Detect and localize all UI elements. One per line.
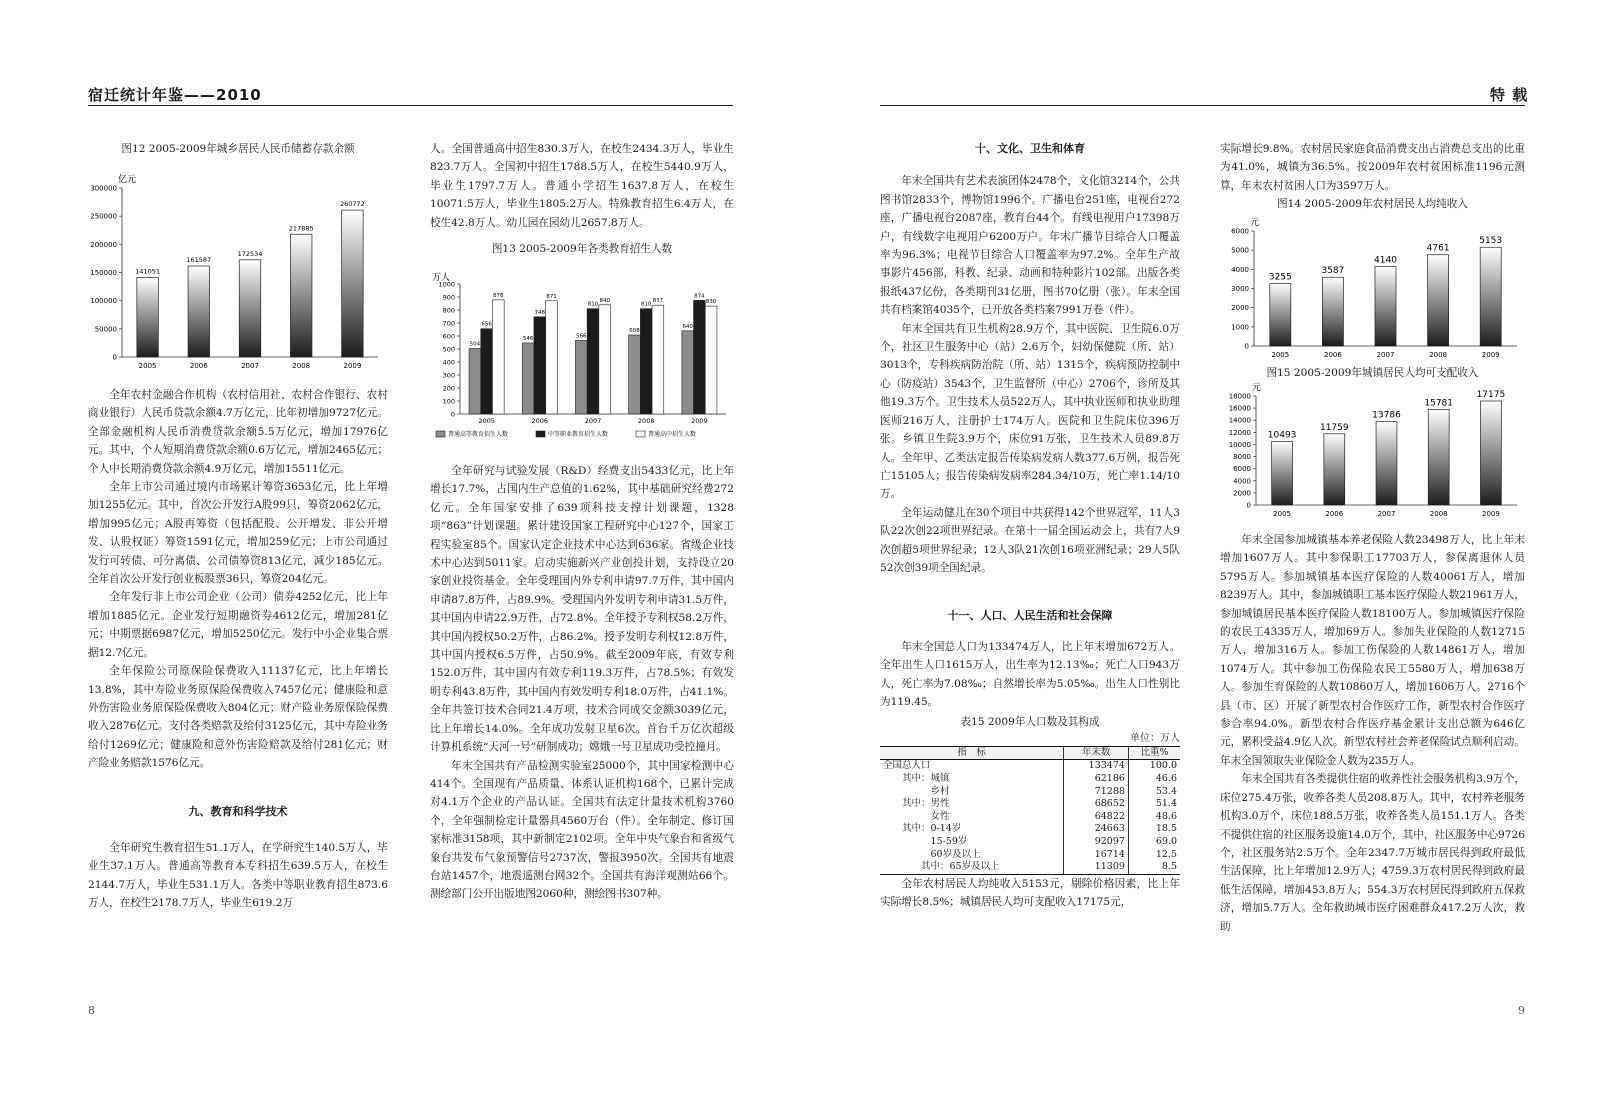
row-share: 12.5	[1128, 849, 1180, 862]
row-share: 18.5	[1128, 823, 1180, 836]
left-column-1	[88, 140, 388, 158]
col3-para-2: 年末全国共有卫生机构28.9万个，其中医院、卫生院6.0万个，社区卫生服务中心（站）2.6万个，妇幼保健院（所、站）3013个，专科疾病防治院（所、站）1315个，疾病预防控制中心（防疫站）3543个，卫生监督所（中心）2706个，诊所及其他19.3万个。卫生技术人员522万人，其中执业医师和执业助理医师216万人，注册护士174万人。医院和卫生院床位396万张。乡镇卫生院3.9万个，床位91万张，卫生技术人员89.8万人。全年甲、乙类法定报告传染病发病人数377.6万例，报告死亡15105人；报告传染病发病率284.34/10万，死亡率1.14/10万。	[880, 322, 1180, 501]
legend-swatch-3	[636, 431, 645, 437]
legend-swatch-1	[436, 431, 445, 437]
bar-2009-s3	[705, 306, 717, 414]
row-share: 48.6	[1128, 811, 1180, 824]
row-value: 68652	[1064, 798, 1129, 811]
row-share: 46.6	[1128, 773, 1180, 786]
legend-label-3: 普通高中招生人数	[648, 431, 697, 438]
y-tick-label: 500	[442, 345, 455, 354]
y-tick-label: 100000	[90, 297, 117, 306]
row-value: 11309	[1064, 861, 1129, 874]
fig12-chart	[88, 172, 388, 377]
bar-value-label: 3255	[1268, 272, 1292, 283]
section11-para-1: 年末全国总人口为133474万人，比上年末增加672万人。全年出生人口1615万人，出生率为12.13‰；死亡人口943万人，死亡率为7.08‰；自然增长率为5.05‰。出生人口性别比为119.45。	[880, 640, 1180, 708]
bar-2005-s1	[469, 348, 481, 414]
y-tick-label: 14000	[1228, 416, 1251, 425]
y-tick-label: 6000	[1231, 227, 1249, 236]
y-tick-label: 0	[450, 410, 455, 419]
row-label: 女性	[883, 810, 950, 822]
y-tick-label: 700	[442, 319, 455, 328]
col2-para-2: 年末全国共有产品检测实验室25000个，其中国家检测中心414个。全国现有产品质量、体系认证机构168个，已累计完成对4.1万个企业的产品认证。全国共有法定计量技术机构3760个，全年强制检定计量器具4560万台（件）。全年制定、修订国家标准3158项，其中新制定2102项。全年中央气象台和省级气象台共发布气象预警信号2737次，警报3950次。全国共有地震台站1457个，地震遥测台网32个。全国共有海洋观测站66个。测绘部门公开出版地图2060种，测绘图书307种。	[430, 759, 734, 901]
bar-2007-s2	[587, 309, 599, 414]
y-tick-label: 200000	[90, 240, 117, 249]
right-column-1	[880, 140, 1180, 912]
row-value: 16714	[1064, 849, 1129, 862]
x-tick-label: 2009	[343, 362, 362, 370]
y-tick-label: 900	[442, 293, 455, 302]
row-label: 乡村	[883, 785, 950, 797]
bar-value-label: 15781	[1424, 398, 1454, 409]
y-tick-label: 16000	[1228, 404, 1251, 413]
table15-title: 表15 2009年人口数及其构成	[960, 716, 1100, 729]
bar-value-label: 810	[587, 301, 599, 308]
table-header-indicator: 指 标	[880, 746, 1064, 760]
section9-title: 九、教育和科学技术	[188, 804, 288, 818]
bar-value-label: 260772	[339, 200, 365, 209]
y-tick-label: 250000	[90, 212, 117, 221]
bar-value-label: 640	[682, 323, 693, 330]
fig15-title: 图15 2005-2009年城镇居民人均可支配收入	[1266, 367, 1479, 379]
x-tick-label: 2008	[292, 362, 311, 370]
left-running-title: 宿迁统计年鉴——2010	[88, 86, 262, 104]
bar-value-label: 504	[469, 341, 481, 348]
bar-2008-s2	[640, 309, 652, 414]
y-tick-label: 400	[442, 358, 455, 367]
right-column-2	[1220, 140, 1525, 214]
x-tick-label: 2005	[1273, 510, 1292, 518]
col1-para-4: 全年保险公司原保险保费收入11137亿元，比上年增长13.8%，其中寿险业务原保险保费收入7457亿元；健康险和意外伤害险业务原保险保费收入804亿元；财产险业务原保险保费收入2876亿元。支付各类赔款及给付3125亿元，其中寿险业务给付1269亿元；健康险和意外伤害险赔款及给付281亿元；财产险业务赔款1576亿元。	[88, 665, 388, 770]
col4-top-para: 实际增长9.8%。农村居民家庭食品消费支出占消费总支出的比重为41.0%，城镇为36.5%。按2009年农村贫困标准1196元测算，年末农村贫困人口为3597万人。	[1220, 143, 1525, 192]
x-tick-label: 2006	[1325, 510, 1344, 518]
x-tick-label: 2008	[1429, 510, 1448, 518]
fig12-title: 图12 2005-2009年城乡居民人民币储蓄存款余额	[121, 143, 355, 155]
bar-2008	[290, 234, 312, 357]
left-page	[0, 0, 800, 1099]
bar-2005	[1272, 441, 1293, 505]
section9-para-1: 全年研究生教育招生51.1万人，在学研究生140.5万人，毕业生37.1万人。普通高等教育本专科招生639.5万人，在校生2144.7万人，毕业生531.1万人。各类中等职业教育招生873.6万人，在校生2178.7万人，毕业生619.2万	[88, 841, 388, 910]
y-unit-label: 亿元	[118, 175, 137, 185]
bar-value-label: 830	[705, 299, 717, 306]
after-table-para: 全年农村居民人均纯收入5153元，剔除价格因素，比上年实际增长8.5%；城镇居民人均可支配收入17175元，	[880, 877, 1180, 909]
y-tick-label: 0	[1244, 342, 1249, 351]
table-row	[880, 760, 1180, 773]
bar-value-label: 566	[576, 333, 587, 340]
row-share: 53.4	[1128, 786, 1180, 799]
left-page-number: 8	[88, 1004, 95, 1017]
col2-top-para: 人。全国普通高中招生830.3万人，在校生2434.3万人，毕业生823.7万人。全国初中招生1788.5万人，在校生5440.9万人，毕业生1797.7万人。普通小学招生1637.8万人，在校生10071.5万人，毕业生1805.2万人。特殊教育招生6.4万人，在校生42.8万人。幼儿园在园幼儿2657.8万人。	[430, 143, 734, 229]
bar-2006-s1	[522, 343, 534, 414]
row-value: 133474	[1064, 760, 1129, 773]
table-header-row	[880, 746, 1180, 760]
y-tick-label: 12000	[1228, 428, 1251, 437]
left-column-1-text	[88, 386, 388, 913]
x-tick-label: 2009	[691, 417, 708, 425]
bar-2009-s1	[682, 331, 694, 414]
y-tick-label: 4000	[1233, 477, 1251, 486]
fig15-title-box	[1220, 364, 1525, 382]
fig13-title: 图13 2005-2009年各类教育招生人数	[491, 243, 673, 256]
bar-2005	[1270, 284, 1291, 346]
x-tick-label: 2006	[1323, 351, 1342, 359]
table-row	[880, 798, 1180, 811]
population-table	[880, 746, 1180, 875]
left-header-rule	[88, 105, 733, 106]
bar-value-label: 878	[493, 292, 504, 299]
y-tick-label: 150000	[90, 269, 117, 277]
x-tick-label: 2008	[1429, 351, 1448, 359]
y-tick-label: 200	[442, 384, 455, 393]
bar-value-label: 840	[599, 297, 610, 304]
bar-2007	[1376, 422, 1397, 505]
fig14-svg	[1220, 213, 1525, 363]
y-tick-label: 5000	[1231, 246, 1249, 255]
y-tick-label: 1000	[438, 280, 455, 289]
section11-title: 十一、人口、人民生活和社会保障	[947, 609, 1113, 623]
bar-2006	[1322, 277, 1343, 346]
section10-title: 十、文化、卫生和体育	[975, 142, 1085, 155]
table-row	[880, 861, 1180, 874]
bar-value-label: 161587	[186, 255, 212, 264]
bar-2008	[1428, 409, 1449, 505]
col3-para-3: 全年运动健儿在30个项目中共获得142个世界冠军，11人3队22次创22项世界纪录。在第十一届全国运动会上，共有7人9次创超5项世界纪录；12人3队21次创16项亚洲纪录；29人5队52次创39项全国纪录。	[880, 506, 1180, 574]
bar-value-label: 871	[546, 293, 557, 300]
right-header-rule	[880, 105, 1525, 106]
y-tick-label: 3000	[1231, 285, 1249, 293]
bar-2005	[137, 278, 159, 357]
row-share: 100.0	[1128, 760, 1180, 773]
row-value: 64822	[1064, 811, 1129, 824]
legend-label-1: 普通高等教育招生人数	[448, 431, 509, 438]
left-column-2	[430, 140, 734, 258]
bar-value-label: 4140	[1374, 255, 1397, 266]
row-value: 71288	[1064, 786, 1129, 799]
bar-value-label: 13786	[1372, 410, 1401, 421]
bar-value-label: 546	[522, 336, 534, 343]
y-tick-label: 10000	[1228, 440, 1251, 449]
col3-para-1: 年末全国共有艺术表演团体2478个，文化馆3214个，公共图书馆2833个，博物馆1996个。广播电台251座，电视台272座，广播电视台2087座，教育台44个。有线电视用户17398万户，有线数字电视用户6200万户。年末广播节目综合人口覆盖率为96.3%；电视节目综合人口覆盖率为97.2%。全年生产故事影片456部，科教、纪录、动画和特种影片102部。出版各类报纸437亿份，各类期刊31亿册，图书70亿册（张）。年末全国共有档案馆4035个，已开放各类档案7991万卷（件）。	[880, 175, 1180, 317]
row-label: 60岁及以上	[883, 848, 981, 860]
y-unit-label: 元	[1250, 218, 1260, 228]
x-tick-label: 2008	[637, 417, 655, 425]
bar-2009	[1480, 247, 1501, 346]
bar-2006-s3	[546, 301, 558, 414]
row-share: 69.0	[1128, 836, 1180, 849]
fig14-chart	[1220, 213, 1525, 363]
row-label: 其中：0-14岁	[883, 823, 962, 835]
y-tick-label: 600	[442, 332, 455, 341]
row-label: 其中：男性	[883, 798, 950, 810]
row-value: 92097	[1064, 836, 1129, 849]
row-share: 8.5	[1128, 861, 1180, 874]
row-label: 其中：65岁及以上	[880, 861, 1064, 874]
fig12-svg	[88, 172, 388, 377]
bar-2007	[1375, 267, 1396, 346]
bar-value-label: 11759	[1319, 422, 1349, 433]
right-running-title: 特 载	[1490, 86, 1529, 104]
table-header-share: 比重%	[1128, 746, 1180, 760]
bar-value-label: 172534	[237, 249, 263, 258]
bar-value-label: 10493	[1267, 430, 1297, 441]
bar-2007-s1	[575, 340, 587, 414]
bar-2005-s3	[492, 300, 504, 414]
bar-2009	[342, 210, 364, 357]
legend-swatch-2	[536, 431, 545, 437]
row-value: 24663	[1064, 823, 1129, 836]
col1-para-1: 全年农村金融合作机构（农村信用社、农村合作银行、农村商业银行）人民币贷款余额4.7万亿元，比年初增加9727亿元。全部金融机构人民币消费贷款余额5.5万亿元，增加17976亿元。其中，个人短期消费贷款余额0.6万亿元，增加2465亿元；个人中长期消费贷款余额4.9万亿元，增加15511亿元。	[88, 389, 388, 475]
col4-para-1: 年末全国参加城镇基本养老保险人数23498万人，比上年末增加1607万人。其中参保职工17703万人，参保离退休人员5795万人。参加城镇基本医疗保险的人数40061万人，增加8239万人。其中，参加城镇职工基本医疗保险人数21961万人，参加城镇居民基本医疗保险人数18100万人。参加城镇医疗保险的农民工4335万人，增加69万人。参加失业保险的人数12715万人，增加316万人。参加工伤保险的人数14861万人，增加1074万人。其中参加工伤保险农民工5580万人，增加638万人。参加生育保险的人数10860万人，增加1606万人。2716个县（市、区）开展了新型农村合作医疗工作，新型农村合作医疗参合率94.0%。新型农村合作医疗基金累计支出总额为646亿元，累积受益4.9亿人次。新型农村社会养老保险试点顺利启动。年末全国领取失业保险金人数为235万人。	[1220, 534, 1525, 767]
y-tick-label: 8000	[1233, 453, 1251, 462]
bar-value-label: 656	[481, 321, 492, 328]
table-row	[880, 811, 1180, 824]
x-tick-label: 2007	[584, 417, 602, 425]
bar-value-label: 810	[640, 301, 652, 308]
fig15-svg	[1220, 382, 1525, 522]
x-tick-label: 2006	[531, 417, 549, 425]
x-tick-label: 2005	[478, 417, 495, 425]
y-tick-label: 2000	[1231, 304, 1249, 313]
bar-value-label: 837	[652, 298, 664, 305]
bar-2007-s3	[599, 305, 611, 414]
right-page	[800, 0, 1609, 1099]
y-tick-label: 50000	[94, 325, 117, 334]
table-row	[880, 823, 1180, 836]
y-tick-label: 2000	[1233, 489, 1251, 498]
y-tick-label: 4000	[1231, 265, 1249, 274]
table-row	[880, 836, 1180, 849]
y-tick-label: 0	[1246, 501, 1251, 510]
bar-2006-s2	[534, 317, 546, 414]
fig14-title: 图14 2005-2009年农村居民人均纯收入	[1277, 198, 1468, 211]
bar-2008-s1	[629, 335, 641, 414]
x-tick-label: 2006	[189, 362, 208, 370]
y-tick-label: 800	[442, 306, 455, 315]
bar-2006	[188, 266, 210, 357]
y-unit-label: 元	[1252, 383, 1262, 393]
bar-value-label: 217885	[288, 224, 314, 233]
bar-2006	[1324, 434, 1345, 505]
bar-value-label: 608	[629, 327, 640, 334]
x-tick-label: 2005	[138, 362, 157, 370]
y-tick-label: 6000	[1233, 465, 1251, 474]
bar-value-label: 141051	[135, 267, 161, 276]
y-tick-label: 18000	[1228, 392, 1251, 401]
col4-para-2: 年末全国共有各类提供住宿的收养性社会服务机构3.9万个，床位275.4万张，收养各类人员208.8万人。其中，农村养老服务机构3.0万个，床位188.5万张，收养各类人员151.1万人。各类不提供住宿的社区服务设施14.0万个，其中，社区服务中心9726个，社区服务站2.5万个。全年2347.7万城市居民得到政府最低生活保障，比上年增加12.9万人；4759.3万农村居民得到政府最低生活保障，增加453.8万人；554.3万农村居民得到政府五保救济，增加5.7万人。全年救助城市医疗困难群众417.2万人次，救助	[1220, 773, 1525, 933]
x-tick-label: 2009	[1481, 510, 1500, 518]
row-value: 62186	[1064, 773, 1129, 786]
bar-value-label: 3587	[1321, 266, 1345, 277]
fig13-svg	[430, 270, 734, 448]
x-tick-label: 2007	[1377, 510, 1396, 518]
x-tick-label: 2005	[1271, 351, 1290, 359]
bar-value-label: 17175	[1476, 389, 1506, 400]
bar-2005-s2	[481, 329, 493, 414]
bar-2008-s3	[652, 305, 664, 414]
table-header-year-end: 年末数	[1064, 746, 1129, 760]
left-column-2-text	[430, 462, 734, 904]
right-column-2-text	[1220, 531, 1525, 936]
x-tick-label: 2007	[241, 362, 259, 370]
fig15-chart	[1220, 382, 1525, 522]
bar-2007	[239, 260, 261, 357]
bar-value-label: 748	[534, 309, 546, 316]
row-label: 15-59岁	[883, 835, 968, 847]
fig13-chart	[430, 270, 734, 448]
row-label: 全国总人口	[883, 760, 931, 772]
col1-para-2: 全年上市公司通过境内市场累计筹资3653亿元，比上年增加1255亿元。其中，首次公开发行A股99只，筹资2062亿元，增加995亿元；A股再筹资（包括配股、公开增发、非公开增发、认股权证）筹资1591亿元，增加259亿元；上市公司通过发行可转债、可分离债、公司债筹资813亿元，减少185亿元。全年首次公开发行创业板股票36只，筹资204亿元。	[88, 481, 388, 586]
bar-2009	[1480, 401, 1501, 505]
y-tick-label: 300	[442, 371, 455, 380]
table-row	[880, 849, 1180, 862]
bar-2009-s2	[694, 300, 706, 414]
table-row	[880, 786, 1180, 799]
row-label: 其中：城镇	[883, 772, 950, 784]
x-tick-label: 2009	[1481, 351, 1500, 359]
y-tick-label: 1000	[1231, 323, 1249, 332]
x-tick-label: 2007	[1376, 351, 1395, 359]
y-tick-label: 300000	[90, 184, 117, 193]
y-tick-label: 0	[112, 353, 117, 362]
col2-para-1: 全年研究与试验发展（R&D）经费支出5433亿元，比上年增长17.7%，占国内生产总值的1.62%，其中基础研究经费272亿元。全年国家安排了639项科技支撑计划课题，1328项“863”计划课题。累计建设国家工程研究中心127个，国家工程实验室85个。国家认定企业技术中心达到636家。省级企业技术中心达到5011家。启动实施新兴产业创投计划，支持设立20家创业投资基金。全年受理国内外专利申请97.7万件，其中国内申请87.8万件，占89.9%。受理国内外发明专利申请31.5万件，其中国内申请22.9万件，占72.8%。全年授予专利权58.2万件，其中国内授权50.2万件，占86.2%。授予发明专利权12.8万件，其中国内授权6.5万件，占50.9%。截至2009年底，有效专利152.0万件，其中国内有效专利119.3万件，占78.5%；有效发明专利43.8万件，其中国内有效发明专利18.0万件，占41.1%。全年共签订技术合同21.4万项，技术合同成交金额3039亿元，比上年增长14.0%。全年成功发射卫星6次。首台千万亿次超级计算机系统“天河一号”研制成功；嫦娥一号卫星成功受控撞月。	[430, 465, 734, 754]
row-share: 51.4	[1128, 798, 1180, 811]
table-row	[880, 773, 1180, 786]
col1-para-3: 全年发行非上市公司企业（公司）债券4252亿元，比上年增加1885亿元。企业发行短期融资券4612亿元，增加281亿元；中期票据6987亿元，增加5250亿元。发行中小企业集合票据12.7亿元。	[88, 591, 388, 659]
table15-unit: 单位：万人	[1130, 732, 1180, 744]
bar-2008	[1428, 255, 1449, 346]
bar-value-label: 874	[694, 293, 705, 300]
bar-value-label: 5153	[1479, 236, 1503, 247]
y-tick-label: 100	[442, 397, 455, 406]
bar-value-label: 4761	[1426, 243, 1450, 254]
y-unit-label: 万人	[432, 273, 451, 283]
legend-label-2: 中等职业教育招生人数	[548, 431, 609, 438]
right-page-number: 9	[1518, 1004, 1525, 1017]
